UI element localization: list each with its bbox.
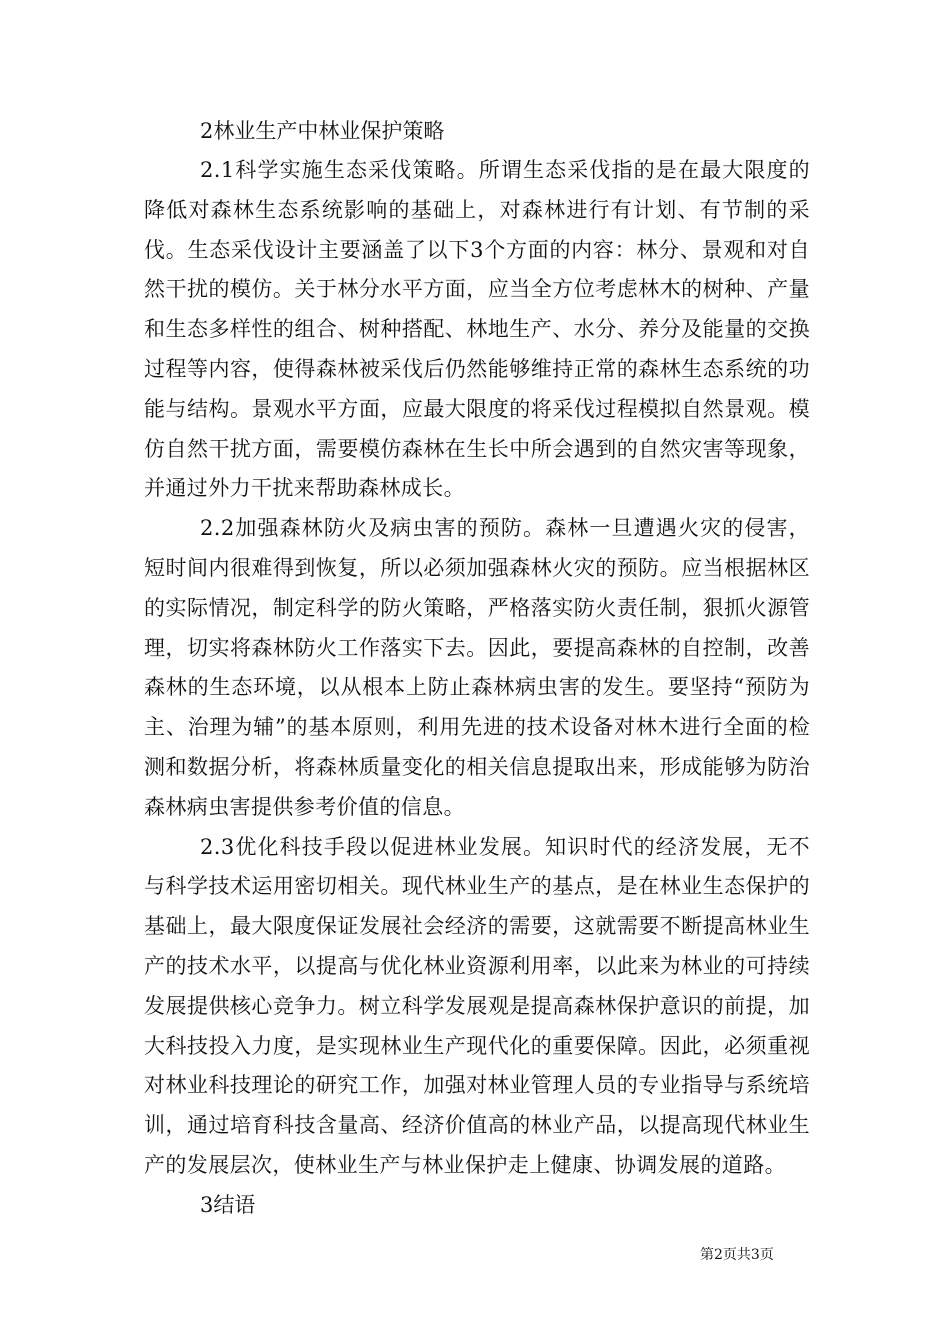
paragraph-2-2: 2.2加强森林防火及病虫害的预防。森林一旦遭遇火灾的侵害，短时间内很难得到恢复，所以必须加强森林火灾的预防。应当根据林区的实际情况，制定科学的防火策略，严格落实防火责任制，狠抓火源管理，切实将森林防火工作落实下去。因此，要提高森林的自控制，改善森林的生态环境，以从根本上防止森林病虫害的发生。要坚持“预防为主、治理为辅”的基本原则，利用先进的技术设备对林木进行全面的检测和数据分析，将森林质量变化的相关信息提取出来，形成能够为防治森林病虫害提供参考价值的信息。 (144, 516, 810, 819)
page-indicator: 第2页共3页 (700, 1247, 774, 1263)
paragraph-2-3: 2.3优化科技手段以促进林业发展。知识时代的经济发展，无不与科学技术运用密切相关。现代林业生产的基点，是在林业生态保护的基础上，最大限度保证发展社会经济的需要，这就需要不断提高林业生产的技术水平，以提高与优化林业资源利用率，以此来为林业的可持续发展提供核心竞争力。树立科学发展观是提高森林保护意识的前提，加大科技投入力度，是实现林业生产现代化的重要保障。因此，必须重视对林业科技理论的研究工作，加强对林业管理人员的专业指导与系统培训，通过培育科技含量高、经济价值高的林业产品，以提高现代林业生产的发展层次，使林业生产与林业保护走上健康、协调发展的道路。 (144, 834, 810, 1177)
section-heading-2: 2林业生产中林业保护策略 (200, 119, 445, 143)
document-body (144, 112, 810, 1225)
section-heading-3: 3结语 (200, 1192, 256, 1217)
paragraph-2-1: 2.1科学实施生态采伐策略。所谓生态采伐指的是在最大限度的降低对森林生态系统影响的基础上，对森林进行有计划、有节制的采伐。生态采伐设计主要涵盖了以下3个方面的内容：林分、景观和对自然干扰的模仿。关于林分水平方面，应当全方位考虑林木的树种、产量和生态多样性的组合、树种搭配、林地生产、水分、养分及能量的交换过程等内容，使得森林被采伐后仍然能够维持正常的森林生态系统的功能与结构。景观水平方面，应最大限度的将采伐过程模拟自然景观。模仿自然干扰方面，需要模仿森林在生长中所会遇到的自然灾害等现象，并通过外力干扰来帮助森林成长。 (144, 158, 810, 501)
